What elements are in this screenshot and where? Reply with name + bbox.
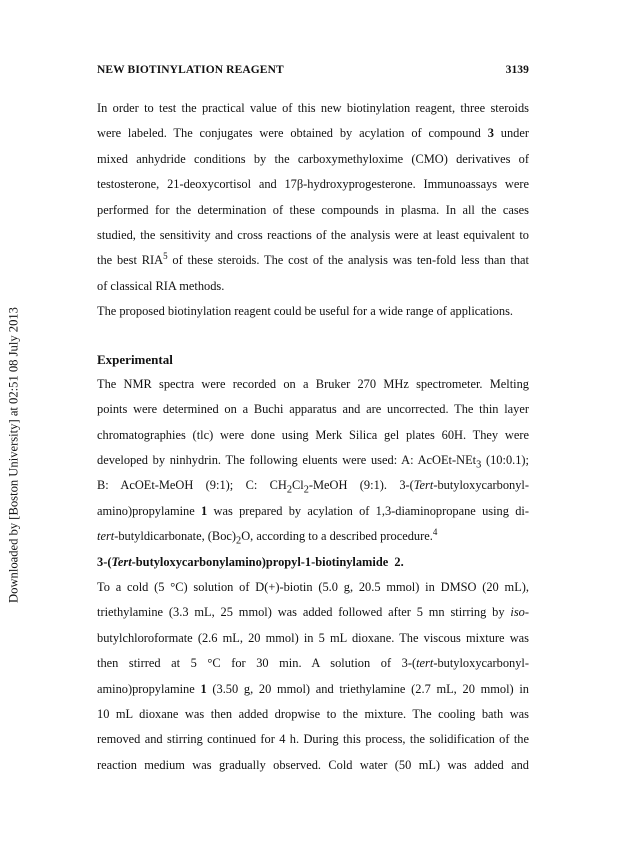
text-line: 10 mL dioxane was then added dropwise to the mixture. The cooling bath was <box>97 706 529 721</box>
text-span: 3-( <box>97 554 112 569</box>
reference-superscript: 4 <box>432 527 438 538</box>
text-span: (10:0.1); <box>481 453 529 468</box>
text-line: studied, the sensitivity and cross reactions of the analysis were at least equivalent to <box>97 227 529 242</box>
paragraph-biotinylation-test <box>97 96 529 299</box>
text-span: 2. <box>394 554 404 569</box>
text-span: under <box>500 126 529 141</box>
text-line <box>97 499 529 524</box>
text-line <box>97 600 529 625</box>
text-span: -MeOH (9:1). 3-( <box>308 478 414 493</box>
article-body <box>97 96 529 778</box>
text-line: removed and stirring continued for 4 h. During this process, the solidification of the <box>97 732 529 747</box>
subscript: 3 <box>476 459 482 471</box>
text-line <box>97 121 529 146</box>
compound-heading <box>97 550 529 575</box>
italic-span: Tert <box>111 554 132 569</box>
section-experimental <box>97 347 529 550</box>
text-span: amino)propylamine <box>97 503 195 518</box>
text-line: points were determined on a Buchi apparatus and are uncorrected. The thin layer <box>97 402 529 417</box>
text-span: were labeled. The conjugates were obtained by acylation of compound <box>97 126 481 141</box>
paragraph-applications: The proposed biotinylation reagent could be useful for a wide range of applications. <box>97 304 513 319</box>
section-heading: Experimental <box>97 351 173 367</box>
text-line: mixed anhydride conditions by the carboxymethyloxime (CMO) derivatives of <box>97 151 529 166</box>
text-span: of these steroids. The cost of the analysis was ten-fold less than that <box>167 253 529 268</box>
text-line <box>97 473 529 498</box>
text-span: B: AcOEt-MeOH (9:1); C: CH <box>97 478 287 493</box>
text-line: The NMR spectra were recorded on a Bruker 270 MHz spectrometer. Melting <box>97 376 529 391</box>
subscript: 2 <box>236 535 242 547</box>
text-span: was prepared by acylation of 1,3-diaminopropane using di- <box>207 503 529 518</box>
text-span: O, according to a described procedure. <box>241 529 433 544</box>
italic-span: tert <box>97 529 115 544</box>
text-span: triethylamine (3.3 mL, 25 mmol) was added followed after 5 mn stirring by <box>97 605 505 620</box>
text-span: the best RIA <box>97 253 164 268</box>
text-line <box>97 677 529 702</box>
header-title: NEW BIOTINYLATION REAGENT <box>97 64 284 76</box>
italic-span: tert <box>416 656 434 671</box>
text-span: -butyldicarbonate, (Boc) <box>114 529 237 544</box>
text-span: -butyloxycarbonylamino)propyl-1-biotinylamide <box>131 554 389 569</box>
text-line: of classical RIA methods. <box>97 278 225 293</box>
text-line <box>97 651 529 676</box>
subscript: 2 <box>303 484 309 496</box>
text-line: testosterone, 21-deoxycortisol and 17β-hydroxyprogesterone. Immunoassays were <box>97 177 529 192</box>
italic-span: iso- <box>510 605 529 620</box>
text-line: reaction medium was gradually observed. Cold water (50 mL) was added and <box>97 757 529 772</box>
text-line <box>97 448 529 473</box>
text-span: Cl <box>292 478 304 493</box>
text-span: amino)propylamine <box>97 681 195 696</box>
download-watermark: Downloaded by [Boston University] at 02:51 08 July 2013 <box>6 307 21 603</box>
subscript: 2 <box>286 484 293 496</box>
text-line: In order to test the practical value of this new biotinylation reagent, three steroids <box>97 101 529 115</box>
text-line: butylchloroformate (2.6 mL, 20 mmol) in 5 mL dioxane. The viscous mixture was <box>97 630 529 645</box>
text-span: then stirred at 5 °C for 30 min. A solution of 3-( <box>97 656 417 671</box>
text-line: chromatographies (tlc) were done using Merk Silica gel plates 60H. They were <box>97 427 529 442</box>
text-span: -butyloxycarbonyl- <box>433 478 529 493</box>
text-line <box>97 524 529 549</box>
section-gap <box>97 325 529 347</box>
text-span: developed by ninhydrin. The following eluents were used: A: AcOEt-NEt <box>97 453 477 468</box>
text-line: To a cold (5 °C) solution of D(+)-biotin (5.0 g, 20.5 mmol) in DMSO (20 mL), <box>97 580 529 595</box>
reference-superscript: 5 <box>163 251 168 262</box>
text-line <box>97 248 529 273</box>
text-span: (3.50 g, 20 mmol) and triethylamine (2.7 mL, 20 mmol) in <box>206 681 529 696</box>
text-line: performed for the determination of these compounds in plasma. In all the cases <box>97 202 529 217</box>
text-span: -butyloxycarbonyl- <box>433 656 529 671</box>
compound-ref: 3 <box>487 126 494 141</box>
section-compound-2 <box>97 550 529 779</box>
compound-ref: 1 <box>201 503 208 518</box>
compound-ref: 1 <box>200 681 207 696</box>
italic-span: Tert <box>413 478 434 493</box>
page-number: 3139 <box>505 64 529 76</box>
